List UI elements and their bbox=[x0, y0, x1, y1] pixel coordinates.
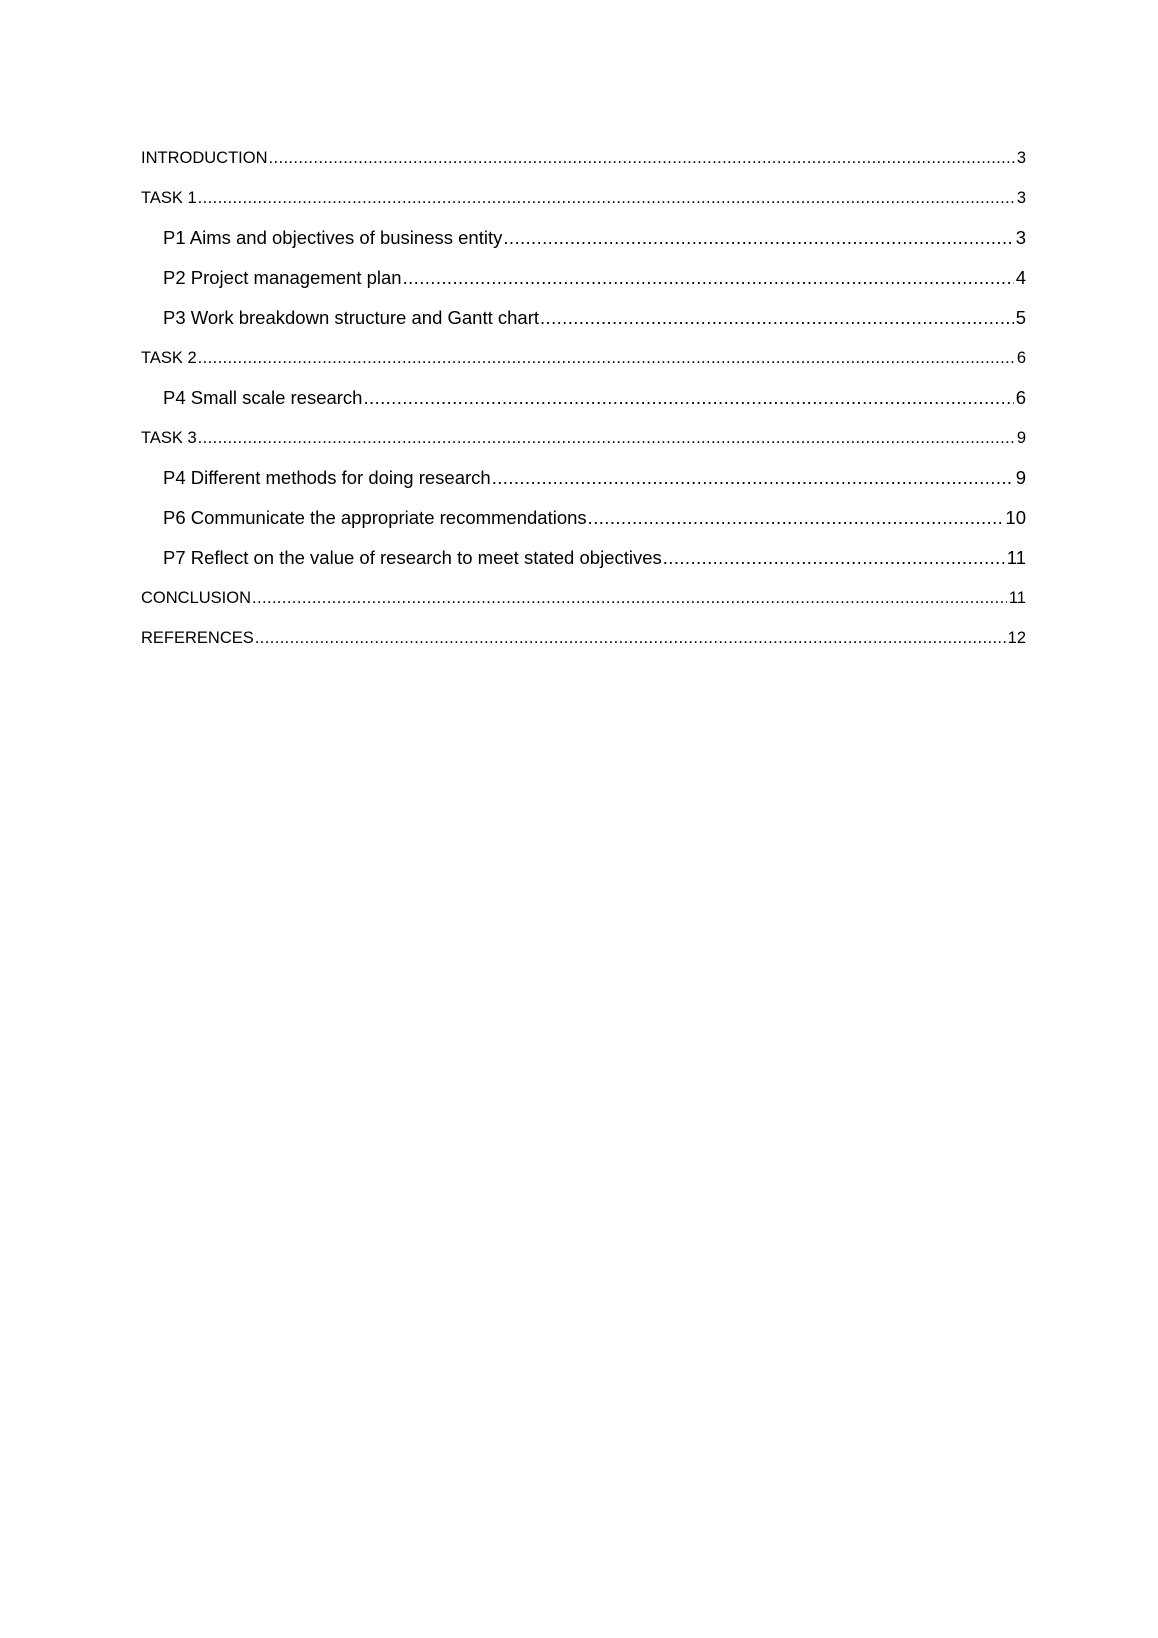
toc-dot-leader bbox=[588, 498, 1004, 538]
toc-entry-introduction[interactable] bbox=[141, 138, 1026, 178]
toc-entry-page-number: 3 bbox=[1016, 149, 1026, 167]
toc-entry-task-1[interactable] bbox=[141, 178, 1026, 218]
toc-dot-leader bbox=[492, 458, 1014, 498]
toc-entry-page-number: 3 bbox=[1016, 189, 1026, 207]
toc-entry-p4-research-methods[interactable] bbox=[141, 458, 1026, 498]
toc-entry-page-number: 6 bbox=[1015, 387, 1026, 408]
toc-dot-leader bbox=[252, 578, 1007, 618]
toc-entry-p7-reflect[interactable] bbox=[141, 538, 1026, 578]
toc-dot-leader bbox=[198, 178, 1015, 218]
toc-entry-page-number: 9 bbox=[1016, 429, 1026, 447]
toc-entry-title: REFERENCES bbox=[141, 629, 254, 647]
toc-entry-title: TASK 2 bbox=[141, 349, 197, 367]
toc-entry-page-number: 10 bbox=[1005, 507, 1026, 528]
toc-entry-title: P2 Project management plan bbox=[163, 267, 402, 288]
toc-entry-p2-project-plan[interactable] bbox=[141, 258, 1026, 298]
toc-dot-leader bbox=[363, 378, 1013, 418]
toc-entry-p3-wbs-gantt[interactable] bbox=[141, 298, 1026, 338]
toc-entry-title: CONCLUSION bbox=[141, 589, 252, 607]
toc-dot-leader bbox=[198, 418, 1015, 458]
toc-entry-title: P3 Work breakdown structure and Gantt chart bbox=[163, 307, 540, 328]
toc-entry-conclusion[interactable] bbox=[141, 578, 1026, 618]
toc-entry-task-2[interactable] bbox=[141, 338, 1026, 378]
toc-entry-title: TASK 1 bbox=[141, 189, 197, 207]
toc-entry-title: INTRODUCTION bbox=[141, 149, 268, 167]
toc-entry-page-number: 12 bbox=[1007, 629, 1026, 647]
toc-entry-title: P7 Reflect on the value of research to meet stated objectives bbox=[163, 547, 662, 568]
toc-dot-leader bbox=[255, 618, 1006, 658]
toc-entry-p4-small-scale-research[interactable] bbox=[141, 378, 1026, 418]
toc-dot-leader bbox=[198, 338, 1015, 378]
toc-dot-leader bbox=[503, 218, 1013, 258]
toc-entry-page-number: 9 bbox=[1015, 467, 1026, 488]
table-of-contents bbox=[141, 138, 1026, 658]
toc-entry-p1-aims[interactable] bbox=[141, 218, 1026, 258]
toc-entry-task-3[interactable] bbox=[141, 418, 1026, 458]
toc-entry-references[interactable] bbox=[141, 618, 1026, 658]
toc-dot-leader bbox=[403, 258, 1014, 298]
toc-dot-leader bbox=[663, 538, 1005, 578]
toc-entry-p6-recommendations[interactable] bbox=[141, 498, 1026, 538]
toc-entry-title: P1 Aims and objectives of business entity bbox=[163, 227, 503, 248]
toc-dot-leader bbox=[540, 298, 1014, 338]
toc-entry-title: P4 Different methods for doing research bbox=[163, 467, 491, 488]
toc-dot-leader bbox=[269, 138, 1015, 178]
toc-entry-page-number: 11 bbox=[1008, 589, 1026, 607]
toc-entry-page-number: 6 bbox=[1016, 349, 1026, 367]
toc-entry-title: P6 Communicate the appropriate recommendations bbox=[163, 507, 587, 528]
toc-entry-title: TASK 3 bbox=[141, 429, 197, 447]
toc-entry-title: P4 Small scale research bbox=[163, 387, 363, 408]
toc-entry-page-number: 4 bbox=[1015, 267, 1026, 288]
toc-entry-page-number: 3 bbox=[1015, 227, 1026, 248]
toc-entry-page-number: 5 bbox=[1015, 307, 1026, 328]
toc-entry-page-number: 11 bbox=[1006, 547, 1026, 568]
